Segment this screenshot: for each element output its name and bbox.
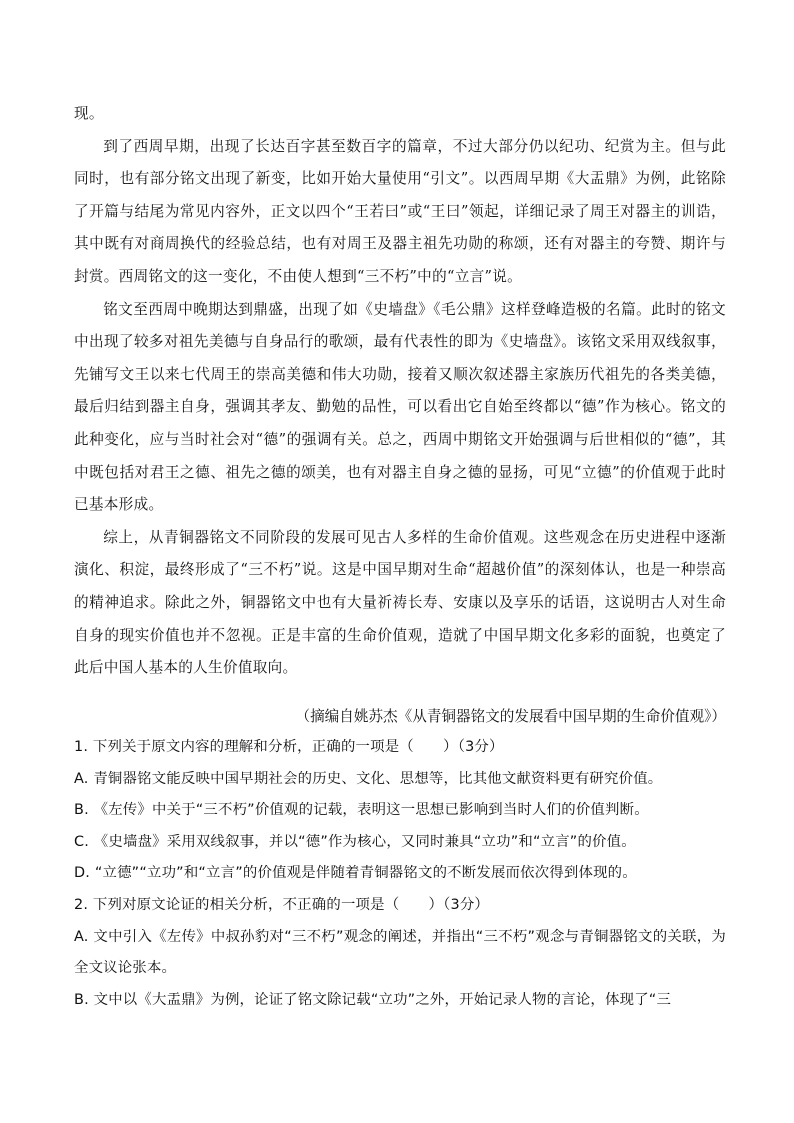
question-2-option-a: A. 文中引入《左传》中叔孙豹对“三不朽”观念的阐述，并指出“三不朽”观念与青铜器铭文的关联，为全文议论张本。 [74,928,726,977]
question-1-option-a: A. 青铜器铭文能反映中国早期社会的历史、文化、思想等，比其他文献资料更有研究价值。 [74,770,663,787]
question-1-option-b: B. 《左传》中关于“三不朽”价值观的记载，表明这一思想已影响到当时人们的价值判断。 [74,802,649,819]
passage-paragraph-fragment: 现。 [74,105,104,122]
passage-paragraph-early-western-zhou: 到了西周早期，出现了长达百字甚至数百字的篇章，不过大部分仍以纪功、纪赏为主。但与此同时，也有部分铭文出现了新变，比如开始大量使用“引文”。以西周早期《大盂鼎》为例，此铭除了开篇与结尾为常见内容外，正文以四个“王若曰”或“王曰”领起，详细记录了周王对器主的训诰，其中既有对商周换代的经验总结，也有对周王及器主祖先功勋的称颂，还有对器主的夸赞、期许与封赏。西周铭文的这一变化，不由使人想到“三不朽”中的“立言”说。 [74,137,726,285]
question-1-option-d: D. “立德”“立功”和“立言”的价值观是伴随着青铜器铭文的不断发展而依次得到体现的。 [74,865,637,882]
question-2-stem: 2. 下列对原文论证的相关分析，不正确的一项是（ ）（3分） [74,896,490,913]
questions-section [74,732,726,1016]
question-1-option-c: C. 《史墙盘》采用双线叙事，并以“德”作为核心，又同时兼具“立功”和“立言”的价值。 [74,833,636,850]
passage-source-citation: （摘编自姚苏杰《从青铜器铭文的发展看中国早期的生命价值观》） [295,708,726,725]
passage-paragraph-mid-late-western-zhou: 铭文至西周中晚期达到鼎盛，出现了如《史墙盘》《毛公鼎》这样登峰造极的名篇。此时的铭文中出现了较多对祖先美德与自身品行的歌颂，最有代表性的即为《史墙盘》。该铭文采用双线叙事，先铺写文王以来七代周王的崇高美德和伟大功勋，接着又顺次叙述器主家族历代祖先的各类美德，最后归结到器主自身，强调其孝友、勤勉的品性，可以看出它自始至终都以“德”作为核心。铭文的此种变化，应与当时社会对“德”的强调有关。总之，西周中期铭文开始强调与后世相似的“德”，其中既包括对君王之德、祖先之德的颂美，也有对器主自身之德的显扬，可见“立德”的价值观于此时已基本形成。 [74,300,726,514]
question-1-stem: 1. 下列关于原文内容的理解和分析，正确的一项是（ ）（3分） [74,739,504,755]
reading-passage [74,98,726,685]
passage-paragraph-conclusion: 综上，从青铜器铭文不同阶段的发展可见古人多样的生命价值观。这些观念在历史进程中逐渐演化、积淀，最终形成了“三不朽”说。这是中国早期对生命“超越价值”的深刻体认，也是一种崇高的精神追求。除此之外，铜器铭文中也有大量祈祷长寿、安康以及享乐的话语，这说明古人对生命自身的现实价值也并不忽视。正是丰富的生命价值观，造就了中国早期文化多彩的面貌，也奠定了此后中国人基本的人生价值取向。 [74,528,726,677]
question-2-option-b: B. 文中以《大盂鼎》为例，论证了铭文除记载“立功”之外，开始记录人物的言论，体现了“三 [74,991,672,1008]
